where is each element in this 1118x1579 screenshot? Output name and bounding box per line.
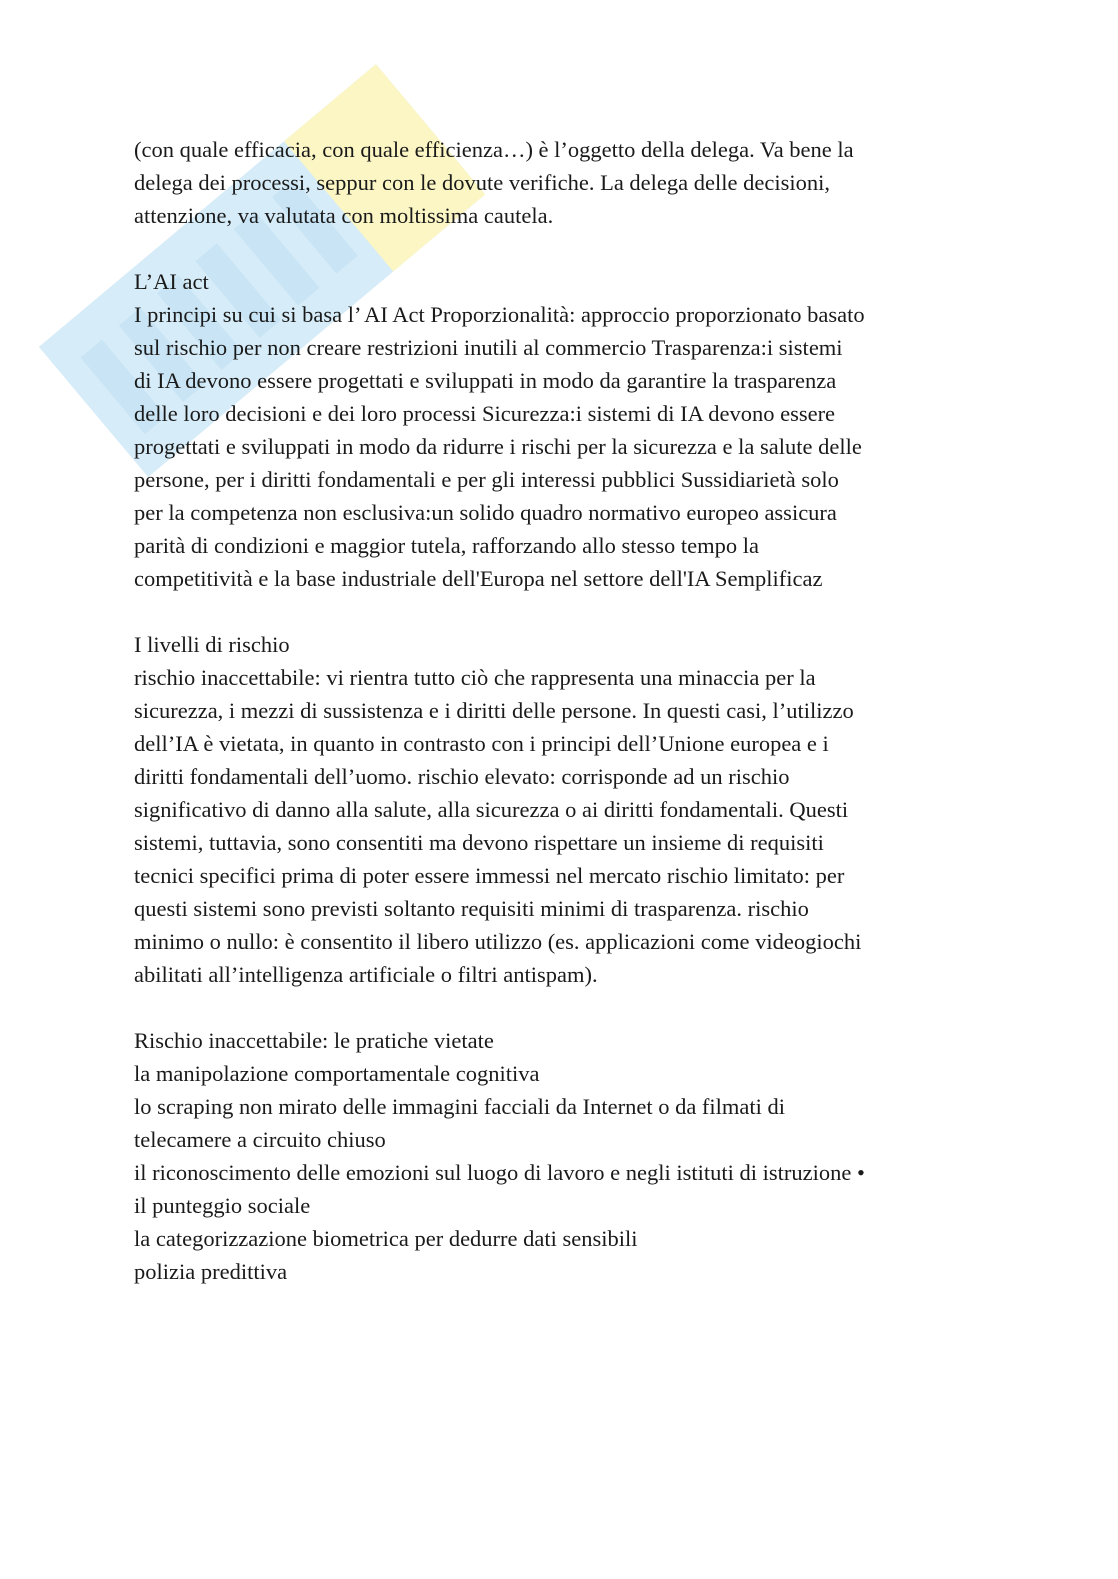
paragraph — [134, 265, 1014, 595]
text-line: tecnici specifici prima di poter essere immessi nel mercato rischio limitato: per — [134, 863, 845, 888]
text-line: il riconoscimento delle emozioni sul luogo di lavoro e negli istituti di istruzione • — [134, 1160, 865, 1185]
text-line: sicurezza, i mezzi di sussistenza e i diritti delle persone. In questi casi, l’utilizzo — [134, 698, 854, 723]
document-body — [134, 133, 1014, 1288]
text-line: dell’IA è vietata, in quanto in contrasto con i principi dell’Unione europea e i — [134, 731, 829, 756]
text-line: la manipolazione comportamentale cognitiva — [134, 1061, 540, 1086]
paragraph — [134, 628, 1014, 991]
text-line: significativo di danno alla salute, alla sicurezza o ai diritti fondamentali. Questi — [134, 797, 849, 822]
text-line: minimo o nullo: è consentito il libero utilizzo (es. applicazioni come videogiochi — [134, 929, 862, 954]
text-line: delega dei processi, seppur con le dovute verifiche. La delega delle decisioni, — [134, 170, 830, 195]
paragraph-gap — [134, 595, 1014, 628]
text-line: per la competenza non esclusiva:un solido quadro normativo europeo assicura — [134, 500, 837, 525]
text-line: abilitati all’intelligenza artificiale o filtri antispam). — [134, 962, 598, 987]
text-line: sul rischio per non creare restrizioni inutili al commercio Trasparenza:i sistemi — [134, 335, 843, 360]
text-line: lo scraping non mirato delle immagini facciali da Internet o da filmati di — [134, 1094, 786, 1119]
text-line: di IA devono essere progettati e sviluppati in modo da garantire la trasparenza — [134, 368, 837, 393]
text-line: delle loro decisioni e dei loro processi Sicurezza:i sistemi di IA devono essere — [134, 401, 836, 426]
text-line: attenzione, va valutata con moltissima cautela. — [134, 203, 554, 228]
text-line: Rischio inaccettabile: le pratiche vietate — [134, 1028, 494, 1053]
text-line: persone, per i diritti fondamentali e per gli interessi pubblici Sussidiarietà solo — [134, 467, 839, 492]
text-line: progettati e sviluppati in modo da ridurre i rischi per la sicurezza e la salute delle — [134, 434, 862, 459]
text-line: I livelli di rischio — [134, 632, 290, 657]
paragraph-gap — [134, 232, 1014, 265]
text-line: L’AI act — [134, 269, 209, 294]
text-line: il punteggio sociale — [134, 1193, 311, 1218]
text-line: competitività e la base industriale dell'Europa nel settore dell'IA Semplificaz — [134, 566, 823, 591]
text-line: parità di condizioni e maggior tutela, rafforzando allo stesso tempo la — [134, 533, 760, 558]
text-line: sistemi, tuttavia, sono consentiti ma devono rispettare un insieme di requisiti — [134, 830, 824, 855]
text-line: diritti fondamentali dell’uomo. rischio elevato: corrisponde ad un rischio — [134, 764, 790, 789]
text-line: la categorizzazione biometrica per dedurre dati sensibili — [134, 1226, 638, 1251]
paragraph — [134, 133, 1014, 232]
text-line: (con quale efficacia, con quale efficienza…) è l’oggetto della delega. Va bene la — [134, 137, 854, 162]
text-line: rischio inaccettabile: vi rientra tutto ciò che rappresenta una minaccia per la — [134, 665, 816, 690]
paragraph — [134, 1024, 1014, 1288]
text-line: polizia predittiva — [134, 1259, 288, 1284]
text-line: questi sistemi sono previsti soltanto requisiti minimi di trasparenza. rischio — [134, 896, 809, 921]
text-line: I principi su cui si basa l’ AI Act Proporzionalità: approccio proporzionato basato — [134, 302, 865, 327]
paragraph-gap — [134, 991, 1014, 1024]
text-line: telecamere a circuito chiuso — [134, 1127, 386, 1152]
